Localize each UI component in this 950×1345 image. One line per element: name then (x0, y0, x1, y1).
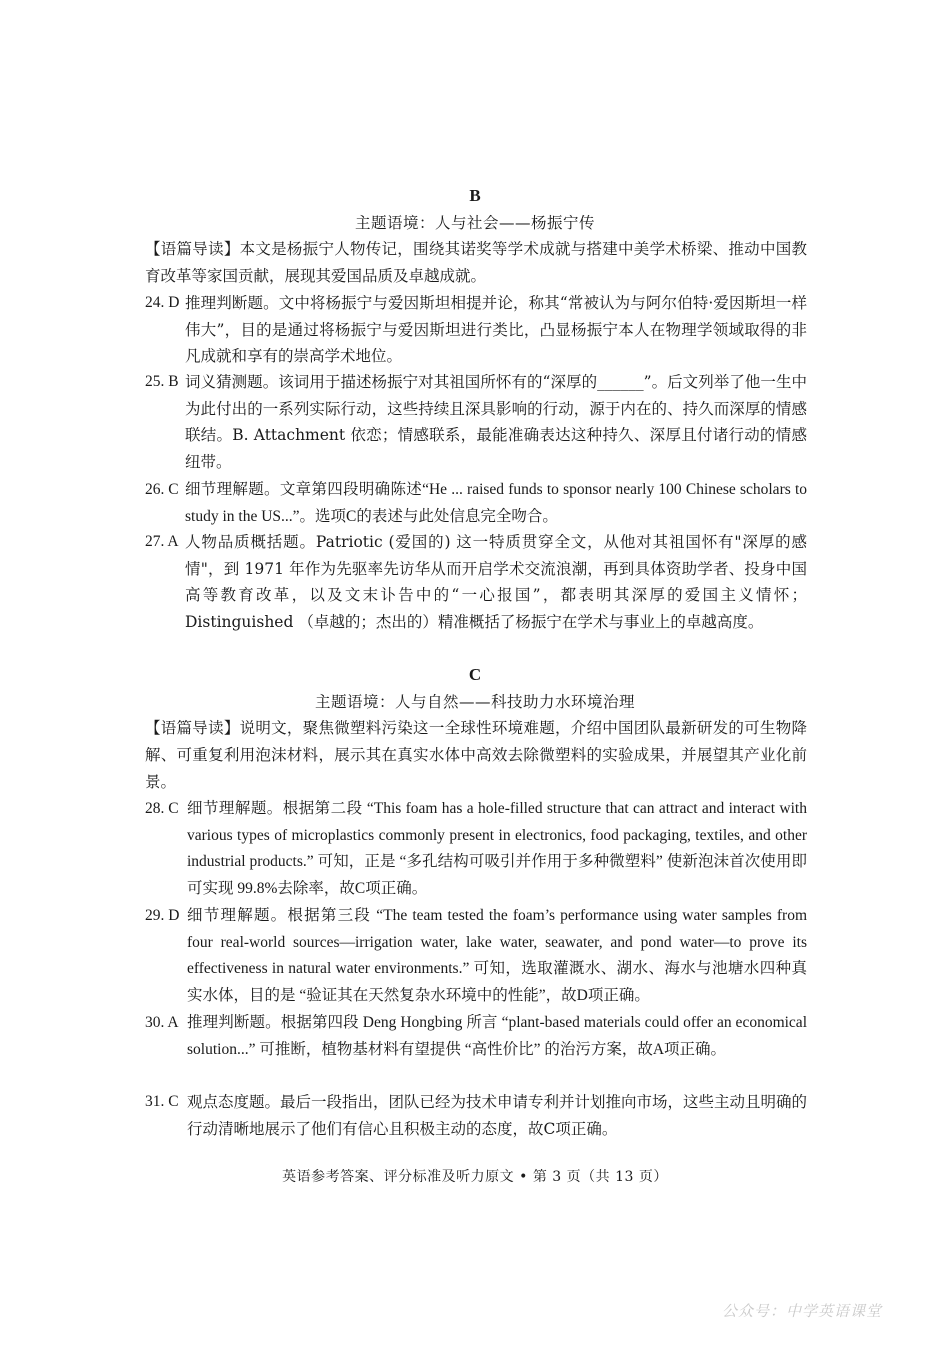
item-explanation: 推理判断题。根据第四段 Deng Hongbing 所言 “plant-based materials could offer an economical solution...” 可推断，植物基材料有望提供 “高性价比” 的治污方案，故A项正确。 (187, 1014, 807, 1058)
item-explanation: 词义猜测题。该词用于描述杨振宁对其祖国所怀有的“深厚的______”。后文列举了他一生中为此付出的一系列实际行动，这些持续且深具影响的行动，源于内在的、持久而深厚的情感联结。B. Attachment 依恋；情感联系，最能准确表达这种持久、深厚且付诸行动的情感纽带。 (185, 373, 807, 471)
section-c-letter: C (468, 665, 482, 684)
item-explanation: 细节理解题。文章第四段明确陈述“He ... raised funds to sponsor nearly 100 Chinese scholars to study in the US...”。选项C的表述与此处信息完全吻合。 (185, 481, 807, 525)
item-number: 24. D (145, 294, 180, 311)
answer-item-24 (145, 290, 807, 370)
item-number: 28. C (145, 800, 179, 817)
section-b-theme: 主题语境：人与社会——杨振宁传 (354, 214, 595, 232)
item-explanation: 细节理解题。根据第二段 “This foam has a hole-filled structure that can attract and interact with various types of microplastics commonly present in electronics, food packaging, textiles, and other industrial products.” 可知，正是 “多孔结构可吸引并作用于多种微塑料” 使新泡沫首次使用即可实现 99.8%去除率，故C项正确。 (187, 800, 807, 897)
page-footer: 英语参考答案、评分标准及听力原文 • 第 3 页（共 13 页） (282, 1169, 668, 1185)
answer-item-25 (145, 369, 807, 475)
item-number: 27. A (145, 533, 179, 550)
item-number: 29. D (145, 907, 180, 924)
item-number: 31. C (145, 1093, 179, 1110)
section-b-letter: B (469, 186, 481, 205)
answer-item-26 (145, 477, 807, 530)
item-explanation: 细节理解题。根据第三段 “The team tested the foam’s performance using water samples from four real-world sources—irrigation water, lake water, seawater, and pond water—to prove its effectiveness in natural water environments.” 可知，选取灌溉水、湖水、海水与池塘水四种真实水体，目的是 “验证其在天然复杂水环境中的性能”，故D项正确。 (187, 907, 807, 1004)
watermark: 公众号：中学英语课堂 (721, 1302, 882, 1320)
answer-item-29 (145, 903, 807, 1009)
answer-item-31 (145, 1089, 807, 1142)
section-b-intro: 【语篇导读】本文是杨振宁人物传记，围绕其诺奖等学术成就与搭建中美学术桥梁、推动中国教育改革等家国贡献，展现其爱国品质及卓越成就。 (145, 240, 807, 285)
item-number: 30. A (145, 1014, 179, 1031)
section-c-theme: 主题语境：人与自然——科技助力水环境治理 (314, 693, 635, 711)
answer-item-30 (145, 1010, 807, 1063)
answer-item-28 (145, 796, 807, 902)
item-number: 26. C (145, 481, 179, 498)
item-number: 25. B (145, 373, 179, 390)
item-explanation: 人物品质概括题。Patriotic (爱国的) 这一特质贯穿全文，从他对其祖国怀有"深厚的感情"，到 1971 年作为先驱率先访华从而开启学术交流浪潮，再到具体资助学者、投身中国高等教育改革，以及文末讣告中的“一心报国”，都表明其深厚的爱国主义情怀；Distinguished （卓越的；杰出的）精准概括了杨振宁在学术与事业上的卓越高度。 (185, 533, 807, 631)
item-explanation: 推理判断题。文中将杨振宁与爱因斯坦相提并论，称其“常被认为与阿尔伯特·爱因斯坦一样伟大”，目的是通过将杨振宁与爱因斯坦进行类比，凸显杨振宁本人在物理学领域取得的非凡成就和享有的崇高学术地位。 (185, 294, 807, 365)
answer-item-27 (145, 529, 807, 635)
section-c-intro: 【语篇导读】说明文，聚焦微塑料污染这一全球性环境难题，介绍中国团队最新研发的可生物降解、可重复利用泡沫材料，展示其在真实水体中高效去除微塑料的实验成果，并展望其产业化前景。 (145, 719, 807, 791)
item-explanation: 观点态度题。最后一段指出，团队已经为技术申请专利并计划推向市场，这些主动且明确的行动清晰地展示了他们有信心且积极主动的态度，故C项正确。 (187, 1093, 808, 1138)
